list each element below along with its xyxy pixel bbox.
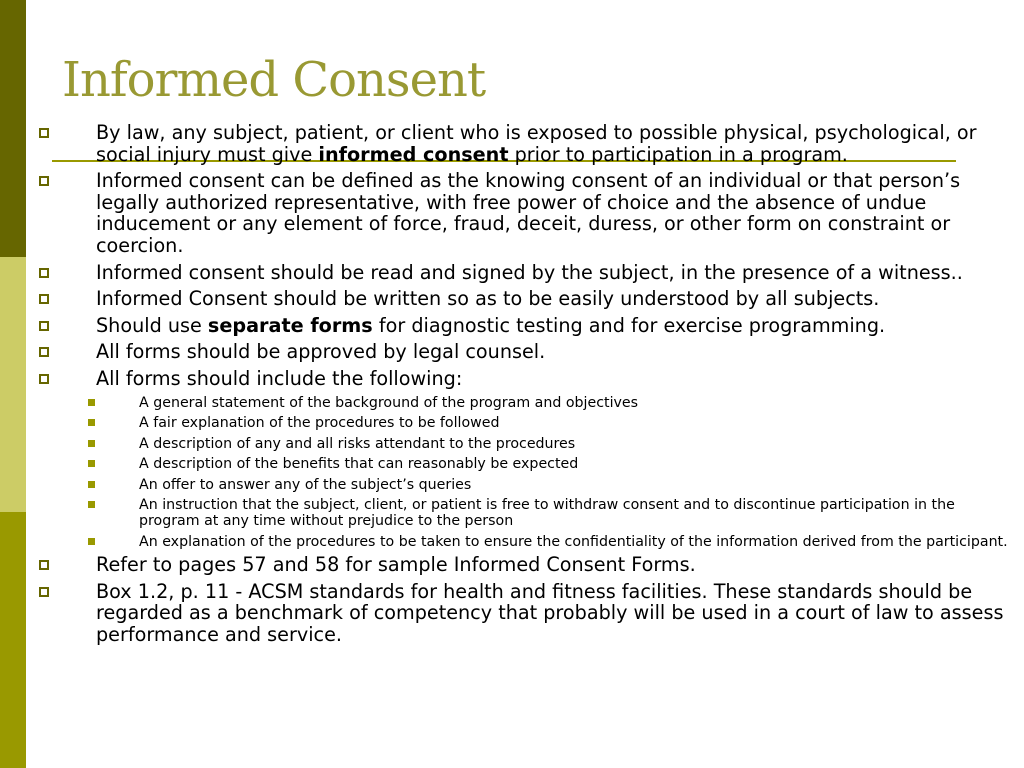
sub-bullet-text: A general statement of the background of the program and objectives bbox=[139, 394, 639, 411]
sub-bullet-item bbox=[36, 534, 1018, 550]
filled-square-bullet-icon bbox=[88, 481, 95, 488]
bullet-item bbox=[36, 288, 1018, 310]
sub-bullet-item bbox=[36, 477, 1018, 493]
bullet-item bbox=[36, 122, 1018, 165]
bullet-bold-text: separate forms bbox=[207, 313, 373, 337]
bullet-text: All forms should be approved by legal counsel. bbox=[96, 340, 546, 364]
square-bullet-icon bbox=[39, 321, 49, 331]
bullet-text: All forms should include the following: bbox=[96, 366, 463, 390]
bullet-text: Refer to pages 57 and 58 for sample Informed Consent Forms. bbox=[96, 553, 696, 577]
square-bullet-icon bbox=[39, 374, 49, 384]
bullet-item bbox=[36, 170, 1018, 256]
bullet-text: Informed consent can be defined as the knowing consent of an individual or that person’s legally authorized representative, with free power of choice and the absence of undue inducement or any element of force, fraud, deceit, duress, or other form on constraint or coercion. bbox=[96, 169, 961, 257]
filled-square-bullet-icon bbox=[88, 399, 95, 406]
sidebar-color-bar bbox=[0, 0, 26, 768]
sub-bullet-item bbox=[36, 395, 1018, 411]
square-bullet-icon bbox=[39, 347, 49, 357]
sub-bullet-text: A fair explanation of the procedures to be followed bbox=[139, 415, 500, 432]
sub-bullet-item bbox=[36, 436, 1018, 452]
filled-square-bullet-icon bbox=[88, 419, 95, 426]
square-bullet-icon bbox=[39, 176, 49, 186]
bullet-text: for diagnostic testing and for exercise programming. bbox=[372, 313, 886, 337]
bullet-item bbox=[36, 341, 1018, 363]
sidebar-band-top bbox=[0, 0, 26, 257]
bullet-item bbox=[36, 554, 1018, 576]
square-bullet-icon bbox=[39, 128, 49, 138]
sub-bullet-item bbox=[36, 497, 1018, 529]
bullet-item bbox=[36, 581, 1018, 646]
sub-bullet-text: A description of any and all risks attendant to the procedures bbox=[139, 435, 576, 452]
sidebar-band-middle bbox=[0, 257, 26, 512]
filled-square-bullet-icon bbox=[88, 460, 95, 467]
bullet-bold-text: informed consent bbox=[318, 142, 509, 166]
bullet-text: By law, any subject, patient, or client who is exposed to possible physical, psychological, or social injury must give bbox=[96, 121, 977, 166]
square-bullet-icon bbox=[39, 268, 49, 278]
square-bullet-icon bbox=[39, 587, 49, 597]
bullet-text: Informed consent should be read and signed by the subject, in the presence of a witness.. bbox=[96, 260, 963, 284]
bullet-text: prior to participation in a program. bbox=[508, 142, 848, 166]
filled-square-bullet-icon bbox=[88, 440, 95, 447]
bullet-text: Informed Consent should be written so as to be easily understood by all subjects. bbox=[96, 287, 880, 311]
sub-bullet-item bbox=[36, 415, 1018, 431]
slide-title: Informed Consent bbox=[62, 52, 486, 108]
bullet-item bbox=[36, 315, 1018, 337]
bullet-item bbox=[36, 368, 1018, 390]
slide-content bbox=[36, 122, 1018, 650]
filled-square-bullet-icon bbox=[88, 501, 95, 508]
bullet-item bbox=[36, 262, 1018, 284]
square-bullet-icon bbox=[39, 560, 49, 570]
bullet-text: Box 1.2, p. 11 - ACSM standards for health and fitness facilities. These standards should be regarded as a benchmark of competency that probably will be used in a court of law to assess performance and service. bbox=[96, 579, 1004, 646]
sub-bullet-item bbox=[36, 456, 1018, 472]
square-bullet-icon bbox=[39, 294, 49, 304]
filled-square-bullet-icon bbox=[88, 538, 95, 545]
sub-bullet-text: A description of the benefits that can reasonably be expected bbox=[139, 456, 579, 473]
sidebar-band-bottom bbox=[0, 512, 26, 768]
sub-bullet-text: An instruction that the subject, client, or patient is free to withdraw consent and to discontinue participation in the program at any time without prejudice to the person bbox=[139, 497, 955, 530]
sub-bullet-text: An offer to answer any of the subject’s queries bbox=[139, 476, 472, 493]
bullet-text: Should use bbox=[96, 313, 208, 337]
sub-bullet-text: An explanation of the procedures to be taken to ensure the confidentiality of the information derived from the participant. bbox=[139, 533, 1008, 550]
